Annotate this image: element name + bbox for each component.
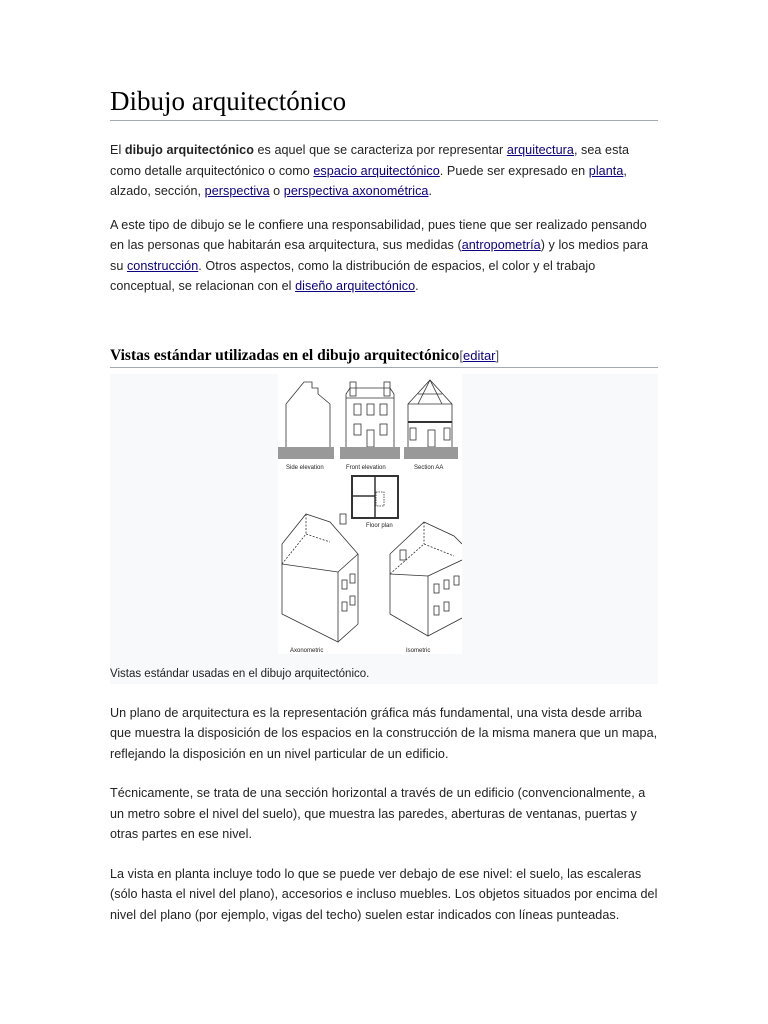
link-planta[interactable]: planta — [588, 163, 624, 178]
link-antropometria[interactable]: antropometría — [461, 238, 541, 253]
label-axonometric: Axonometric — [290, 647, 324, 654]
axonometric-drawing — [282, 514, 358, 642]
link-perspectiva[interactable]: perspectiva — [204, 184, 270, 199]
text: El — [110, 143, 125, 158]
link-diseno-arquitectonico[interactable]: diseño arquitectónico — [295, 279, 416, 294]
text: es aquel que se caracteriza por representar — [253, 143, 507, 158]
link-espacio-arquitectonico[interactable]: espacio arquitectónico — [313, 163, 440, 178]
drawing-svg — [278, 374, 462, 654]
bold-term: dibujo arquitectónico — [124, 143, 254, 158]
link-arquitectura[interactable]: arquitectura — [506, 143, 574, 158]
label-floor-plan: Floor plan — [366, 522, 393, 529]
side-elevation-drawing — [278, 382, 334, 459]
body-paragraph-1: Un plano de arquitectura es la representación gráfica más fundamental, una vista desde arriba que muestra la disposición de los espacios en la construcción de la misma manera que un mapa, reflejando la disposición en un nivel particular de un edificio. — [110, 705, 658, 761]
bracket: ] — [495, 347, 500, 363]
section-heading-text: Vistas estándar utilizadas en el dibujo arquitectónico — [110, 346, 460, 364]
article — [110, 86, 658, 925]
front-elevation-drawing — [340, 382, 400, 459]
body-paragraph-3: La vista en planta incluye todo lo que se puede ver debajo de ese nivel: el suelo, las escaleras (sólo hasta el nivel del plano), accesorios e incluso muebles. Los objetos situados por encima del nivel del plano (por ejemplo, vigas del techo) suelen estar indicados con líneas punteadas. — [110, 866, 658, 922]
text: , alzado, sección, — [110, 163, 627, 199]
isometric-drawing — [390, 522, 462, 636]
figure-caption: Vistas estándar usadas en el dibujo arquitectónico. — [110, 667, 370, 680]
intro-paragraph-1 — [110, 140, 658, 202]
body-paragraph-2: Técnicamente, se trata de una sección horizontal a través de un edificio (convencionalmente, a un metro sobre el nivel del suelo), que muestra las paredes, aberturas de ventanas, puertas y otras partes en ese nivel. — [110, 786, 646, 842]
section-aa-drawing — [404, 380, 458, 459]
label-isometric: Isometric — [406, 647, 431, 654]
text: , sea esta como detalle arquitectónico o como — [110, 143, 630, 178]
figure-thumbnail — [110, 374, 658, 684]
text: . — [415, 279, 419, 294]
text: A este tipo de dibujo se le confiere una responsabilidad, pues tiene que ser realizado pensando en las personas que habitarán esa arquitectura, sus medidas ( — [110, 217, 647, 253]
intro-paragraph-2 — [110, 215, 658, 297]
edit-section — [459, 348, 499, 363]
label-side-elevation: Side elevation — [286, 464, 324, 471]
text: o — [269, 184, 284, 199]
text: ) y los medios para su — [110, 238, 649, 273]
link-perspectiva-axonometrica[interactable]: perspectiva axonométrica — [283, 184, 429, 199]
text: . Otros aspectos, como la distribución de espacios, el color y el trabajo conceptual, se relacionan con el — [110, 258, 596, 294]
section-heading — [110, 347, 658, 368]
text: . — [428, 184, 433, 199]
link-construccion[interactable]: construcción — [126, 258, 199, 273]
label-section-aa: Section AA — [414, 464, 444, 471]
page-title: Dibujo arquitectónico — [110, 86, 658, 121]
bracket: [ — [459, 347, 463, 363]
text: . Puede ser expresado en — [439, 163, 589, 178]
architectural-views-image[interactable] — [278, 374, 462, 654]
edit-link[interactable]: editar — [462, 347, 496, 363]
label-front-elevation: Front elevation — [346, 464, 386, 471]
floor-plan-drawing — [352, 476, 398, 518]
